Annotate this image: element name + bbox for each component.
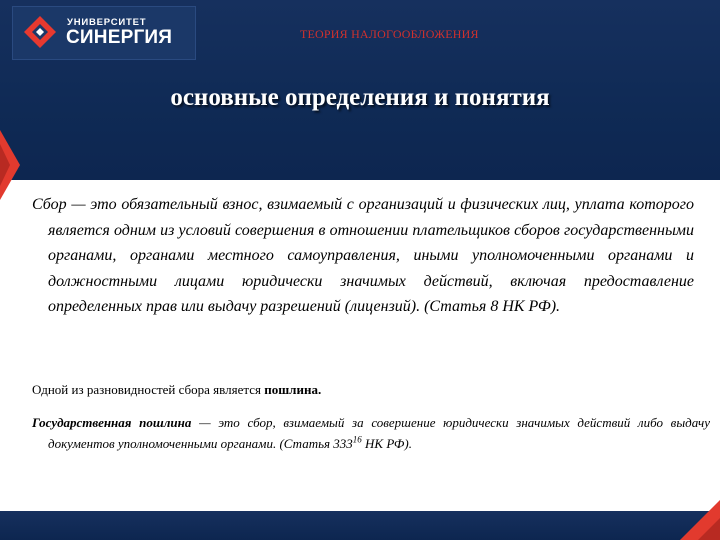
slide-title: основные определения и понятия — [170, 84, 550, 111]
duty-intro-paragraph — [32, 382, 321, 398]
corner-red-accent — [640, 500, 720, 540]
left-red-accent — [0, 130, 20, 200]
fee-term: Сбор — [32, 196, 67, 213]
fee-definition — [32, 192, 694, 320]
duty-intro-text: Одной из разновидностей сбора является — [32, 382, 265, 397]
slide-header — [0, 0, 720, 180]
logo-university-text: УНИВЕРСИТЕТ — [67, 17, 147, 28]
university-logo — [12, 6, 196, 60]
state-duty-text: — это сбор, взимаемый за совершение юридически значимых действий либо выдачу документов уполномоченными органами. (Статья 333 — [48, 415, 711, 451]
fee-definition-text: — это обязательный взнос, взимаемый с организаций и физических лиц, уплата которого является одним из условий совершения в отношении плательщиков сборов государственными органами, органами местного самоуправления, иными уполномоченными органами и должностными лицами юридически значимых действий, включая предоставление определенных прав или выдачу разрешений (лицензий). (Статья 8 НК РФ). — [48, 196, 694, 315]
state-duty-end: НК РФ). — [361, 436, 412, 451]
synergy-logo-icon — [23, 15, 57, 49]
slide-content — [32, 192, 711, 451]
logo-synergy-text: СИНЕРГИЯ — [66, 27, 173, 48]
state-duty-term: Государственная пошлина — [32, 415, 192, 430]
state-duty-definition — [32, 412, 710, 454]
duty-word: пошлина. — [264, 382, 322, 397]
article-superscript: 16 — [352, 434, 362, 445]
slide-footer — [0, 511, 720, 540]
course-title: ТЕОРИЯ НАЛОГООБЛОЖЕНИЯ — [300, 27, 479, 41]
